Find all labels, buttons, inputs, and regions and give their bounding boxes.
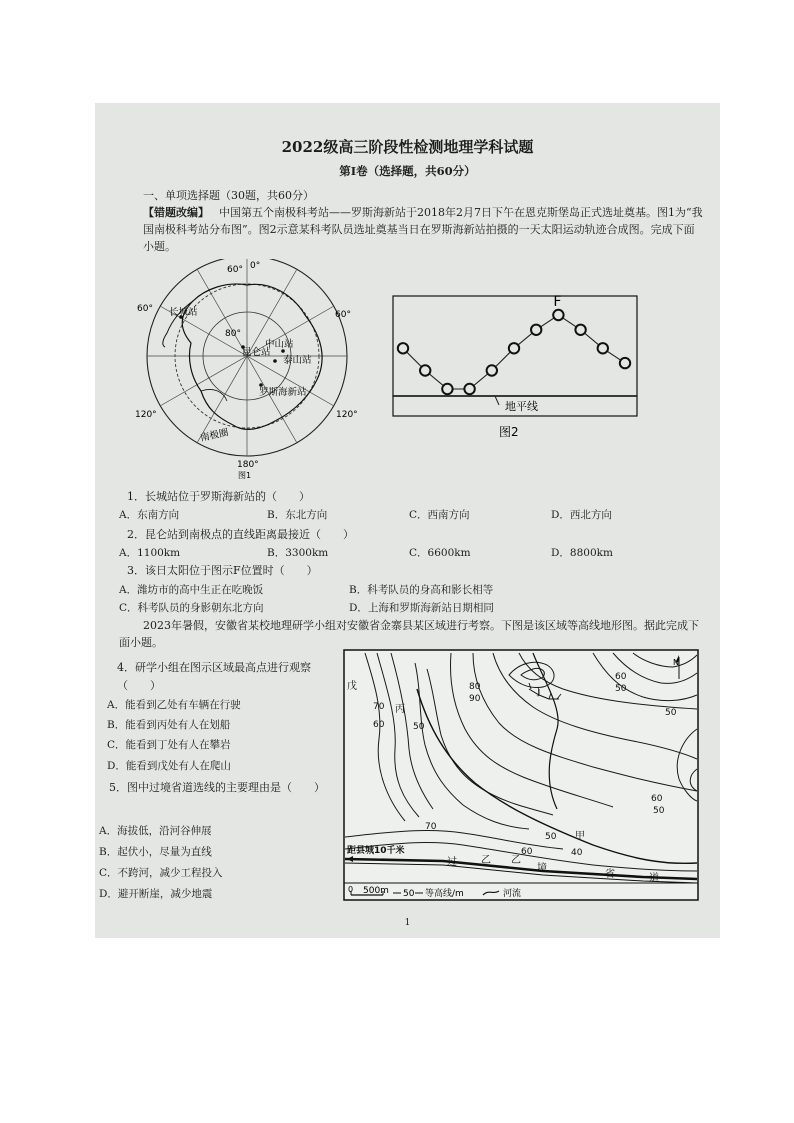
q5-option-d[interactable]: D．避开断崖，减少地震: [99, 888, 213, 900]
sun-point-f-label: F: [553, 294, 562, 310]
q3-option-c[interactable]: C．科考队员的身影朝东北方向: [119, 602, 264, 614]
sun-position-1: [398, 343, 408, 353]
q4-option-b[interactable]: B．能看到丙处有人在划船: [107, 719, 231, 731]
exam-sheet: [95, 103, 720, 938]
contour-label-14: 40: [571, 848, 583, 858]
station-taishan: 泰山站: [283, 355, 312, 366]
figure-1-antarctic-map: [135, 259, 365, 481]
q5-option-b[interactable]: B．起伏小，尽量为直线: [99, 846, 212, 858]
lon-label-60e: 60°: [335, 310, 351, 320]
section-heading: 一、单项选择题（30题，共60分）: [143, 189, 314, 202]
station-luosihai-line: 罗斯海新站: [259, 387, 307, 398]
contour-label-13: 60: [521, 847, 533, 857]
q4-option-c[interactable]: C．能看到丁处有人在攀岩: [107, 739, 231, 751]
contour-label-7: 50: [615, 684, 627, 694]
sun-position-10: [598, 343, 608, 353]
page-title: 2022级高三阶段性检测地理学科试题: [281, 138, 534, 156]
lon-label-180: 180°: [237, 460, 259, 470]
q1-option-c[interactable]: C．西南方向: [409, 509, 470, 521]
figure-2-caption: 图2: [499, 425, 519, 439]
station-luosihai-new: [259, 386, 307, 398]
contour-label-2: 60: [373, 720, 385, 730]
q2-option-b[interactable]: B．3300km: [267, 547, 329, 559]
q4-option-d[interactable]: D．能看到戊处有人在爬山: [107, 760, 231, 772]
map-label-yi: 乙: [511, 855, 521, 866]
road-char-2: 乙: [481, 855, 491, 866]
lon-label-120e: 120°: [336, 410, 358, 420]
q3-option-d[interactable]: D．上海和罗斯海新站日期相同: [349, 602, 494, 614]
antarctic-circle-label: 南极圈: [199, 427, 230, 444]
sun-position-7: [531, 325, 541, 335]
legend-contour-label: 等高线/m: [425, 889, 464, 899]
q2-option-a[interactable]: A．1100km: [119, 547, 181, 559]
map-label-jia: 甲: [575, 831, 585, 842]
q3-stem: 3．该日太阳位于图示F位置时（ ）: [127, 564, 318, 577]
contour-label-8: 50: [665, 708, 677, 718]
q1-stem: 1．长城站位于罗斯海新站的（ ）: [127, 490, 310, 503]
contour-label-12: 50: [545, 832, 557, 842]
intro-label: 【错题改编】: [143, 206, 209, 219]
contour-label-6: 60: [615, 672, 627, 682]
sun-position-4: [464, 384, 474, 394]
contour-label-3: 50: [413, 722, 425, 732]
legend-contour-value: 50: [403, 889, 415, 899]
intro-paragraph: [143, 204, 703, 255]
q5-stem: 5．图中过境省道选线的主要理由是（ ）: [109, 781, 325, 794]
map-label-wu: 戊: [347, 681, 357, 692]
lat-label-60: 60°: [227, 265, 243, 275]
road-char-4: 省: [605, 869, 615, 880]
station-kunlun: 昆仑站: [242, 347, 271, 358]
station-zhongshan: 中山站: [265, 339, 294, 350]
road-label-distance: 距县城10千米: [347, 846, 405, 856]
map-label-bing: 丙: [395, 704, 405, 715]
lat-label-80: 80°: [225, 329, 241, 339]
contour-label-10: 50: [653, 806, 665, 816]
q4-stem: 4．研学小组在图示区域最高点进行观察（ ）: [117, 661, 311, 692]
horizon-label: 地平线: [505, 400, 538, 413]
north-label: N: [673, 658, 679, 667]
q3-option-a[interactable]: A．潍坊市的高中生正在吃晚饭: [119, 584, 264, 596]
q3-option-b[interactable]: B．科考队员的身高和影长相等: [349, 584, 494, 596]
sun-position-3: [442, 384, 452, 394]
contour-map: [343, 649, 699, 901]
figure-2-sun-path: [391, 293, 641, 443]
page-number: 1: [404, 918, 411, 928]
q2-stem: 2．昆仑站到南极点的直线距离最接近（ ）: [127, 528, 354, 541]
q5-option-a[interactable]: A．海拔低，沿河谷伸展: [99, 825, 212, 837]
intro-text: 中国第五个南极科考站——罗斯海新站于2018年2月7日下午在恩克斯堡岛正式选址奠基。图1为“我国南极科考站分布图”。图2示意某科考队员选址奠基当日在罗斯海新站拍摄的一天太阳运动轨迹合成图。完成下面小题。: [143, 206, 703, 253]
road-char-1: 过: [447, 857, 457, 868]
section-subtitle: 第Ⅰ卷（选择题，共60分）: [339, 164, 476, 178]
legend-scale-end: 500m: [363, 886, 389, 896]
contour-label-4: 80: [469, 682, 481, 692]
contour-label-11: 70: [425, 822, 437, 832]
sun-position-2: [420, 365, 430, 375]
sun-position-11: [620, 358, 630, 368]
q2-option-c[interactable]: C．6600km: [409, 547, 471, 559]
q4-option-a[interactable]: A．能看到乙处有车辆在行驶: [107, 699, 241, 711]
q2-option-d[interactable]: D．8800km: [551, 547, 613, 559]
lon-label-120w: 120°: [135, 410, 157, 420]
q1-option-a[interactable]: A．东南方向: [119, 509, 180, 521]
legend-river-label: 河流: [503, 889, 522, 899]
lon-label-60w: 60°: [137, 304, 153, 314]
figure-1-caption: 图1: [238, 471, 252, 480]
station-changcheng: 长城站: [169, 307, 198, 318]
lon-label-0: 0°: [250, 261, 261, 271]
road-char-3: 境: [537, 863, 547, 874]
q1-option-b[interactable]: B．东北方向: [267, 509, 328, 521]
q5-option-c[interactable]: C．不跨河，减少工程投入: [99, 867, 223, 879]
sun-position-8: [553, 310, 563, 320]
map-label-ding: 丁: [533, 685, 544, 698]
contour-label-9: 60: [651, 794, 663, 804]
contour-label-1: 70: [373, 702, 385, 712]
sun-position-5: [487, 365, 497, 375]
contour-label-5: 90: [469, 694, 481, 704]
sun-position-6: [509, 343, 519, 353]
road-char-5: 道: [649, 873, 659, 884]
q1-option-d[interactable]: D．西北方向: [551, 509, 612, 521]
legend-scale-start: 0: [348, 885, 354, 894]
sun-position-9: [575, 325, 585, 335]
intro-paragraph-2: 2023年暑假，安徽省某校地理研学小组对安徽省金寨县某区域进行考察。下图是该区域等高线地形图。据此完成下面小题。: [119, 619, 699, 649]
